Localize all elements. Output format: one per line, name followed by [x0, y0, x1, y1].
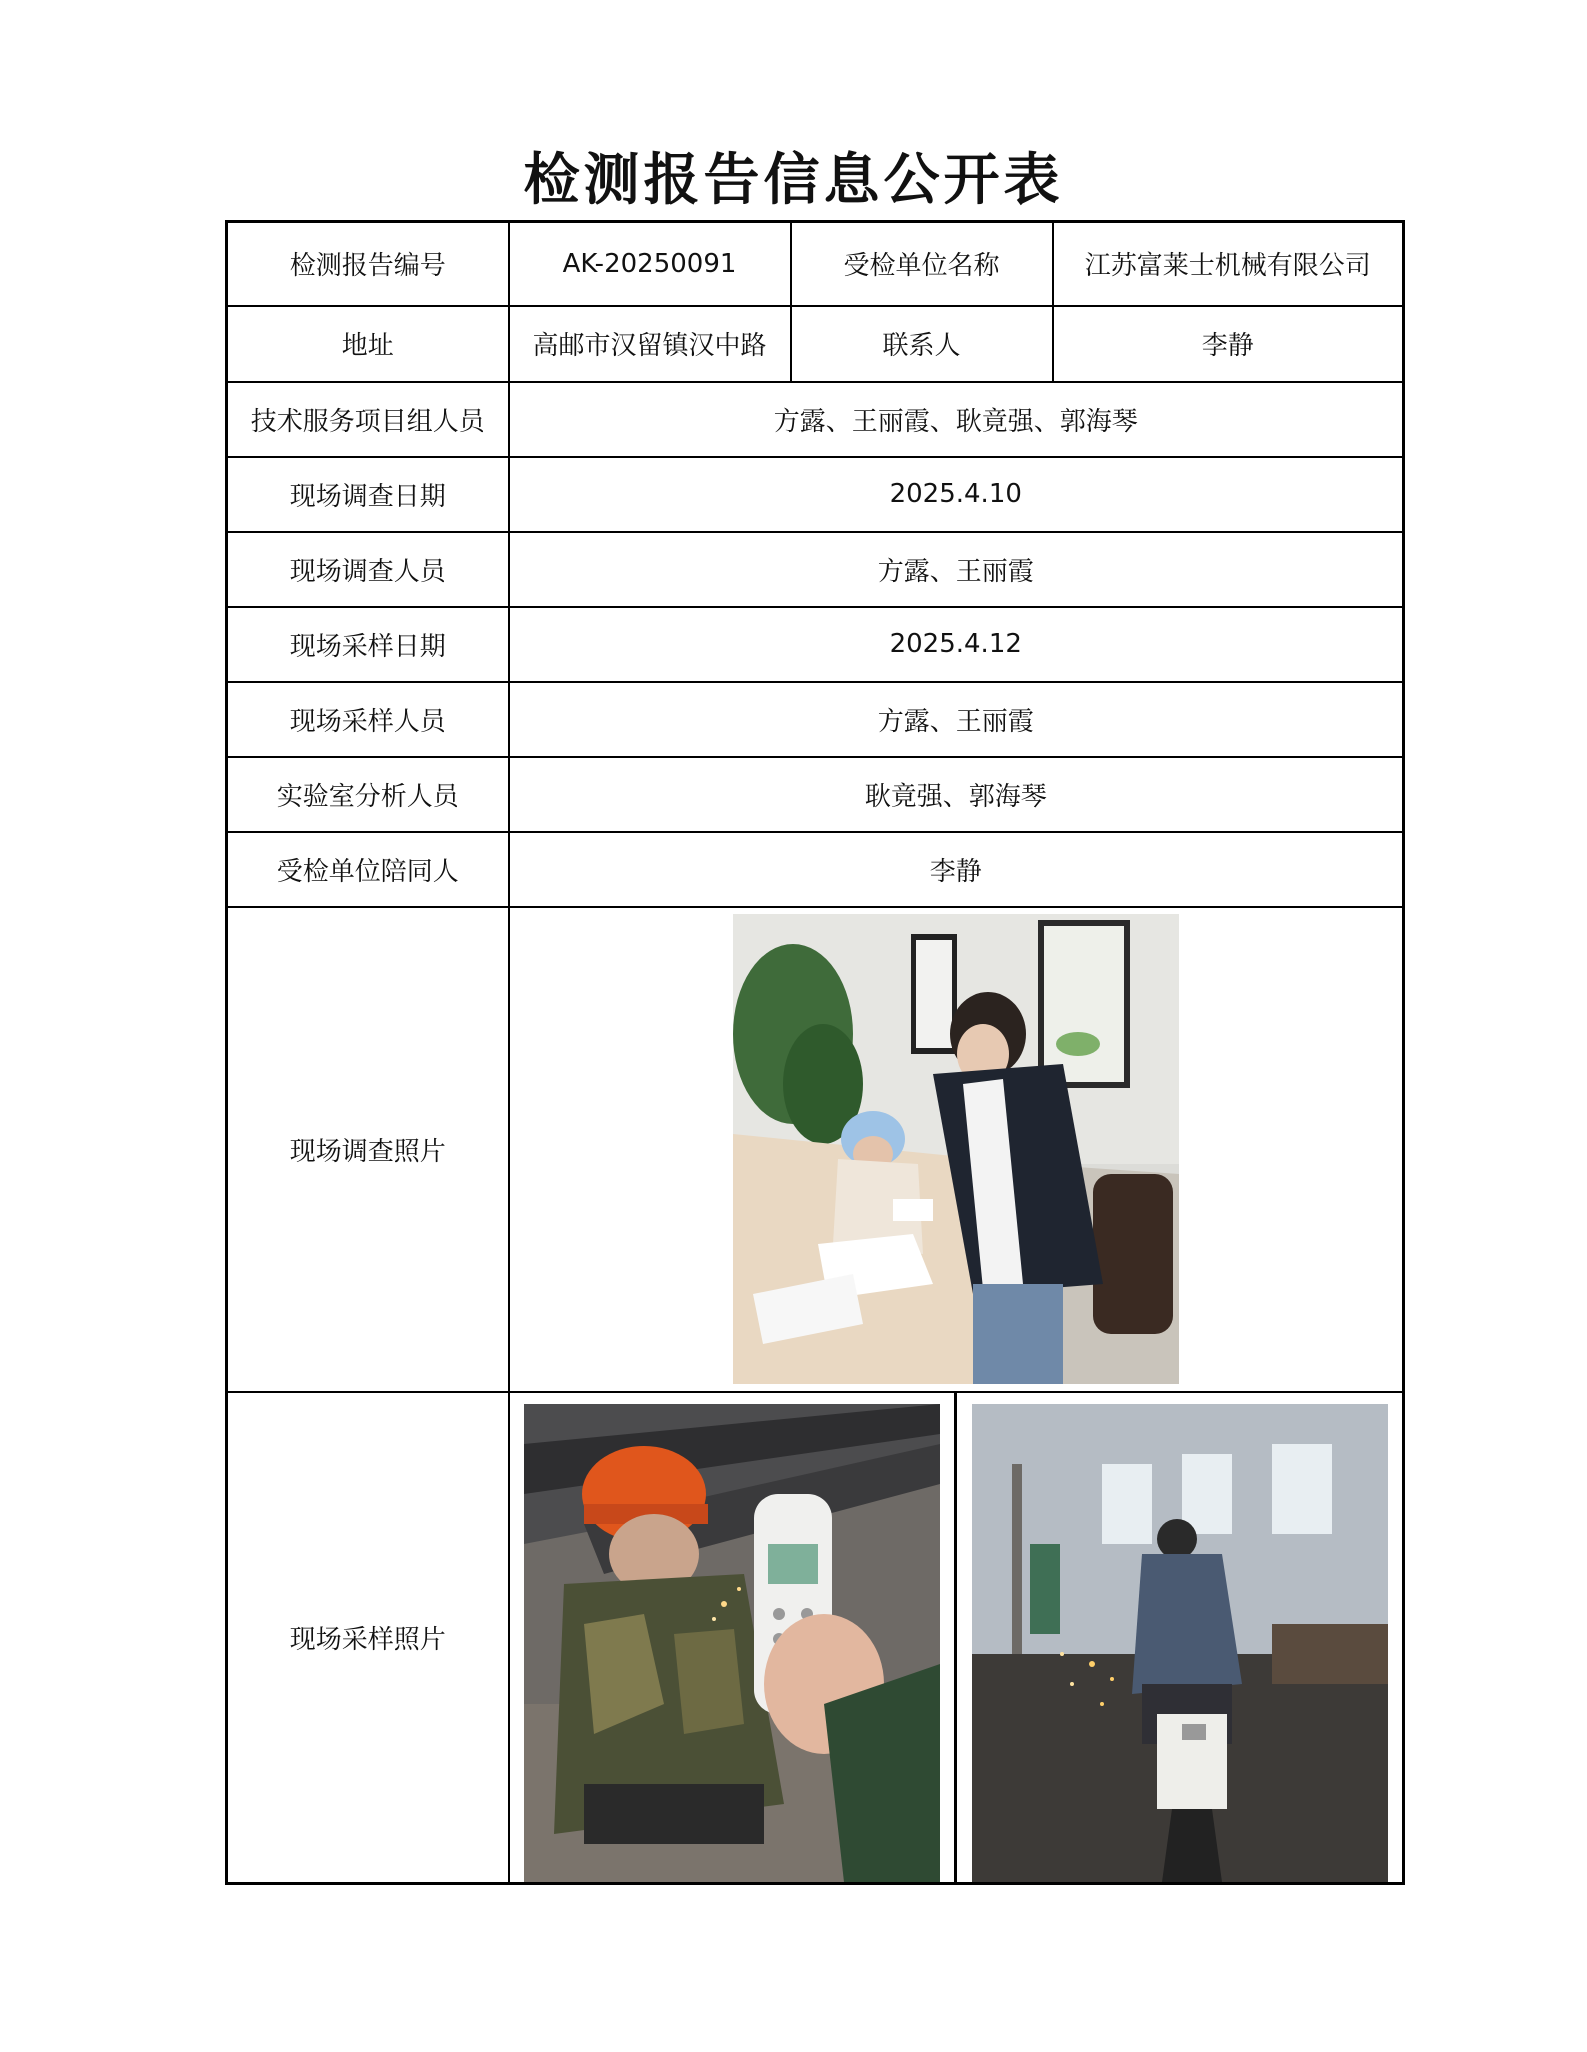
sampling-photos — [510, 1393, 1403, 1882]
report-no-value: AK-20250091 — [509, 222, 791, 306]
photo-divider — [954, 1393, 957, 1882]
sampling-photo-1 — [524, 1404, 940, 1882]
unit-name-value: 江苏富莱士机械有限公司 — [1053, 222, 1404, 306]
sampling-photo-cell — [509, 1392, 1404, 1884]
report-no-label: 检测报告编号 — [227, 222, 509, 306]
table-row — [227, 306, 1404, 382]
survey-photo-label: 现场调查照片 — [227, 907, 509, 1392]
table-row — [227, 682, 1404, 757]
survey-staff-label: 现场调查人员 — [227, 532, 509, 607]
report-info-table — [225, 220, 1405, 1885]
table-row — [227, 532, 1404, 607]
table-row — [227, 832, 1404, 907]
contact-value: 李静 — [1053, 306, 1404, 382]
sampling-staff-value: 方露、王丽霞 — [509, 682, 1404, 757]
survey-photo — [733, 914, 1179, 1384]
table-row — [227, 607, 1404, 682]
survey-date-value: 2025.4.10 — [509, 457, 1404, 532]
table-row — [227, 1392, 1404, 1884]
table-row — [227, 907, 1404, 1392]
escort-label: 受检单位陪同人 — [227, 832, 509, 907]
table-row — [227, 222, 1404, 306]
sampling-photo-2 — [972, 1404, 1388, 1882]
survey-staff-value: 方露、王丽霞 — [509, 532, 1404, 607]
team-label: 技术服务项目组人员 — [227, 382, 509, 457]
lab-staff-label: 实验室分析人员 — [227, 757, 509, 832]
address-value: 高邮市汉留镇汉中路 — [509, 306, 791, 382]
sampling-date-value: 2025.4.12 — [509, 607, 1404, 682]
team-value: 方露、王丽霞、耿竟强、郭海琴 — [509, 382, 1404, 457]
page-title: 检测报告信息公开表 — [523, 148, 1064, 213]
table-row — [227, 457, 1404, 532]
lab-staff-value: 耿竟强、郭海琴 — [509, 757, 1404, 832]
address-label: 地址 — [227, 306, 509, 382]
sampling-date-label: 现场采样日期 — [227, 607, 509, 682]
table-row — [227, 757, 1404, 832]
survey-photo-cell — [509, 907, 1404, 1392]
contact-label: 联系人 — [791, 306, 1053, 382]
escort-value: 李静 — [509, 832, 1404, 907]
unit-name-label: 受检单位名称 — [791, 222, 1053, 306]
sampling-photo-label: 现场采样照片 — [227, 1392, 509, 1884]
sampling-staff-label: 现场采样人员 — [227, 682, 509, 757]
table-row — [227, 382, 1404, 457]
survey-date-label: 现场调查日期 — [227, 457, 509, 532]
